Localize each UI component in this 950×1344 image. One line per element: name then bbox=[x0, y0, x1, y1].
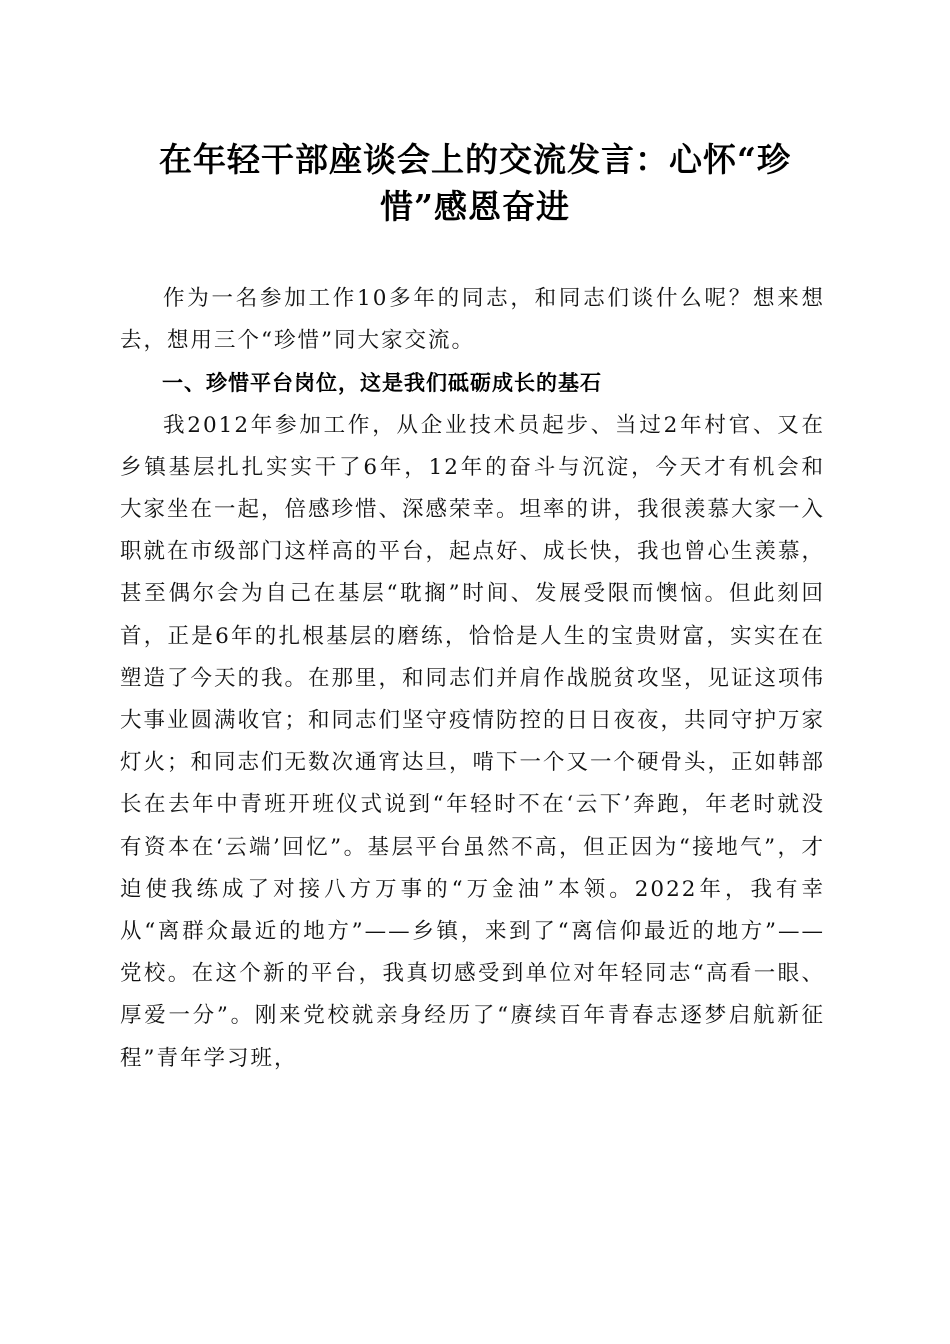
intro-paragraph: 作为一名参加工作10多年的同志，和同志们谈什么呢？想来想去，想用三个“珍惜”同大家交流。 bbox=[120, 286, 825, 354]
section-paragraph: 我2012年参加工作，从企业技术员起步、当过2年村官、又在乡镇基层扎扎实实干了6年，12年的奋斗与沉淀，今天才有机会和大家坐在一起，倍感珍惜、深感荣幸。坦率的讲，我很羡慕大家一入职就在市级部门这样高的平台，起点好、成长快，我也曾心生羡慕，甚至偶尔会为自己在基层“耽搁”时间、发展受限而懊恼。但此刻回首，正是6年的扎根基层的磨练，恰恰是人生的宝贵财富，实实在在塑造了今天的我。在那里，和同志们并肩作战脱贫攻坚，见证这项伟大事业圆满收官；和同志们坚守疫情防控的日日夜夜，共同守护万家灯火；和同志们无数次通宵达旦，啃下一个又一个硬骨头，正如韩部长在去年中青班开班仪式说到“年轻时不在‘云下’奔跑，年老时就没有资本在‘云端’回忆”。基层平台虽然不高，但正因为“接地气”，才迫使我练成了对接八方万事的“万金油”本领。2022年，我有幸从“离群众最近的地方”——乡镇，来到了“离信仰最近的地方”——党校。在这个新的平台，我真切感受到单位对年轻同志“高看一眼、厚爱一分”。刚来党校就亲身经历了“赓续百年青春志逐梦启航新征程”青年学习班， bbox=[120, 412, 826, 1071]
document-body bbox=[120, 278, 825, 1080]
section-heading: 一、珍惜平台岗位，这是我们砥砺成长的基石 bbox=[162, 371, 602, 396]
document-title: 在年轻干部座谈会上的交流发言：心怀“珍惜”感恩奋进 bbox=[159, 140, 791, 226]
